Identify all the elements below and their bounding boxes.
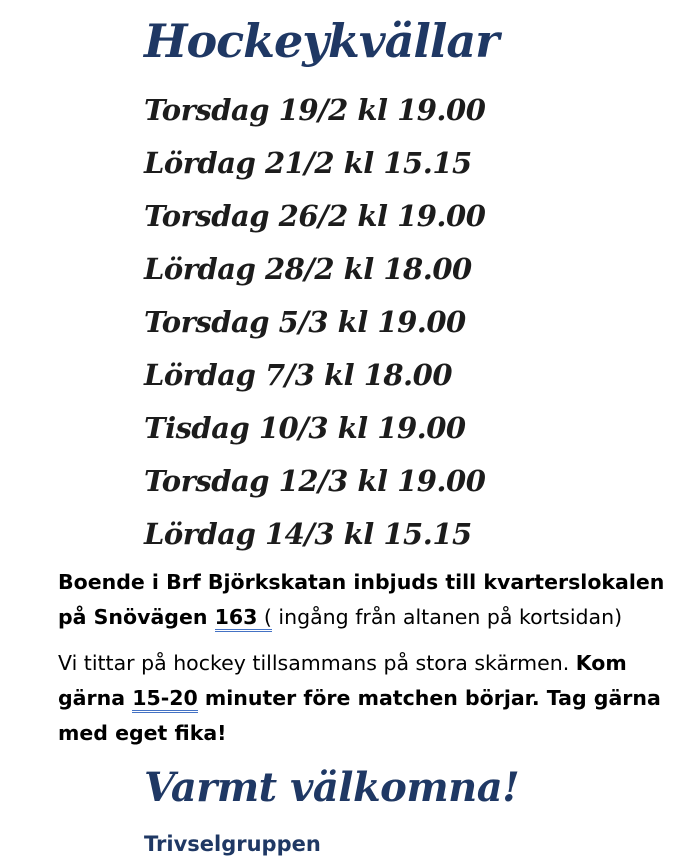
schedule-item: Lördag 21/2 kl 15.15 <box>144 146 472 180</box>
schedule-item: Lördag 14/3 kl 15.15 <box>144 517 472 551</box>
schedule-item: Tisdag 10/3 kl 19.00 <box>144 411 466 445</box>
schedule-item: Lördag 7/3 kl 18.00 <box>144 358 453 392</box>
arrival-minutes: 15-20 <box>132 686 198 713</box>
schedule-item: Torsdag 26/2 kl 19.00 <box>144 199 486 233</box>
invitation-paragraph <box>58 565 668 635</box>
welcome-heading: Varmt välkomna! <box>144 764 520 811</box>
info-paragraph <box>58 646 668 751</box>
schedule-item: Torsdag 12/3 kl 19.00 <box>144 464 486 498</box>
paren-open: ( <box>257 605 272 632</box>
signature: Trivselgruppen <box>144 832 321 856</box>
address-number: 163 <box>215 605 258 632</box>
page-title: Hockeykvällar <box>144 14 499 68</box>
schedule-list <box>144 90 485 567</box>
arrival-text-end: minuter före matchen börjar. Tag gärna med eget fika! <box>58 686 661 745</box>
info-text: Vi tittar på hockey tillsammans på stora skärmen. <box>58 651 576 675</box>
entrance-info: ingång från altanen på kortsidan) <box>271 605 623 629</box>
schedule-item: Torsdag 19/2 kl 19.00 <box>144 93 486 127</box>
schedule-item: Lördag 28/2 kl 18.00 <box>144 252 472 286</box>
arrival-text-start: Kom gärna <box>58 651 627 710</box>
invitation-text: Boende i Brf Björkskatan inbjuds till kvarterslokalen på Snövägen <box>58 570 665 629</box>
schedule-item: Torsdag 5/3 kl 19.00 <box>144 305 466 339</box>
